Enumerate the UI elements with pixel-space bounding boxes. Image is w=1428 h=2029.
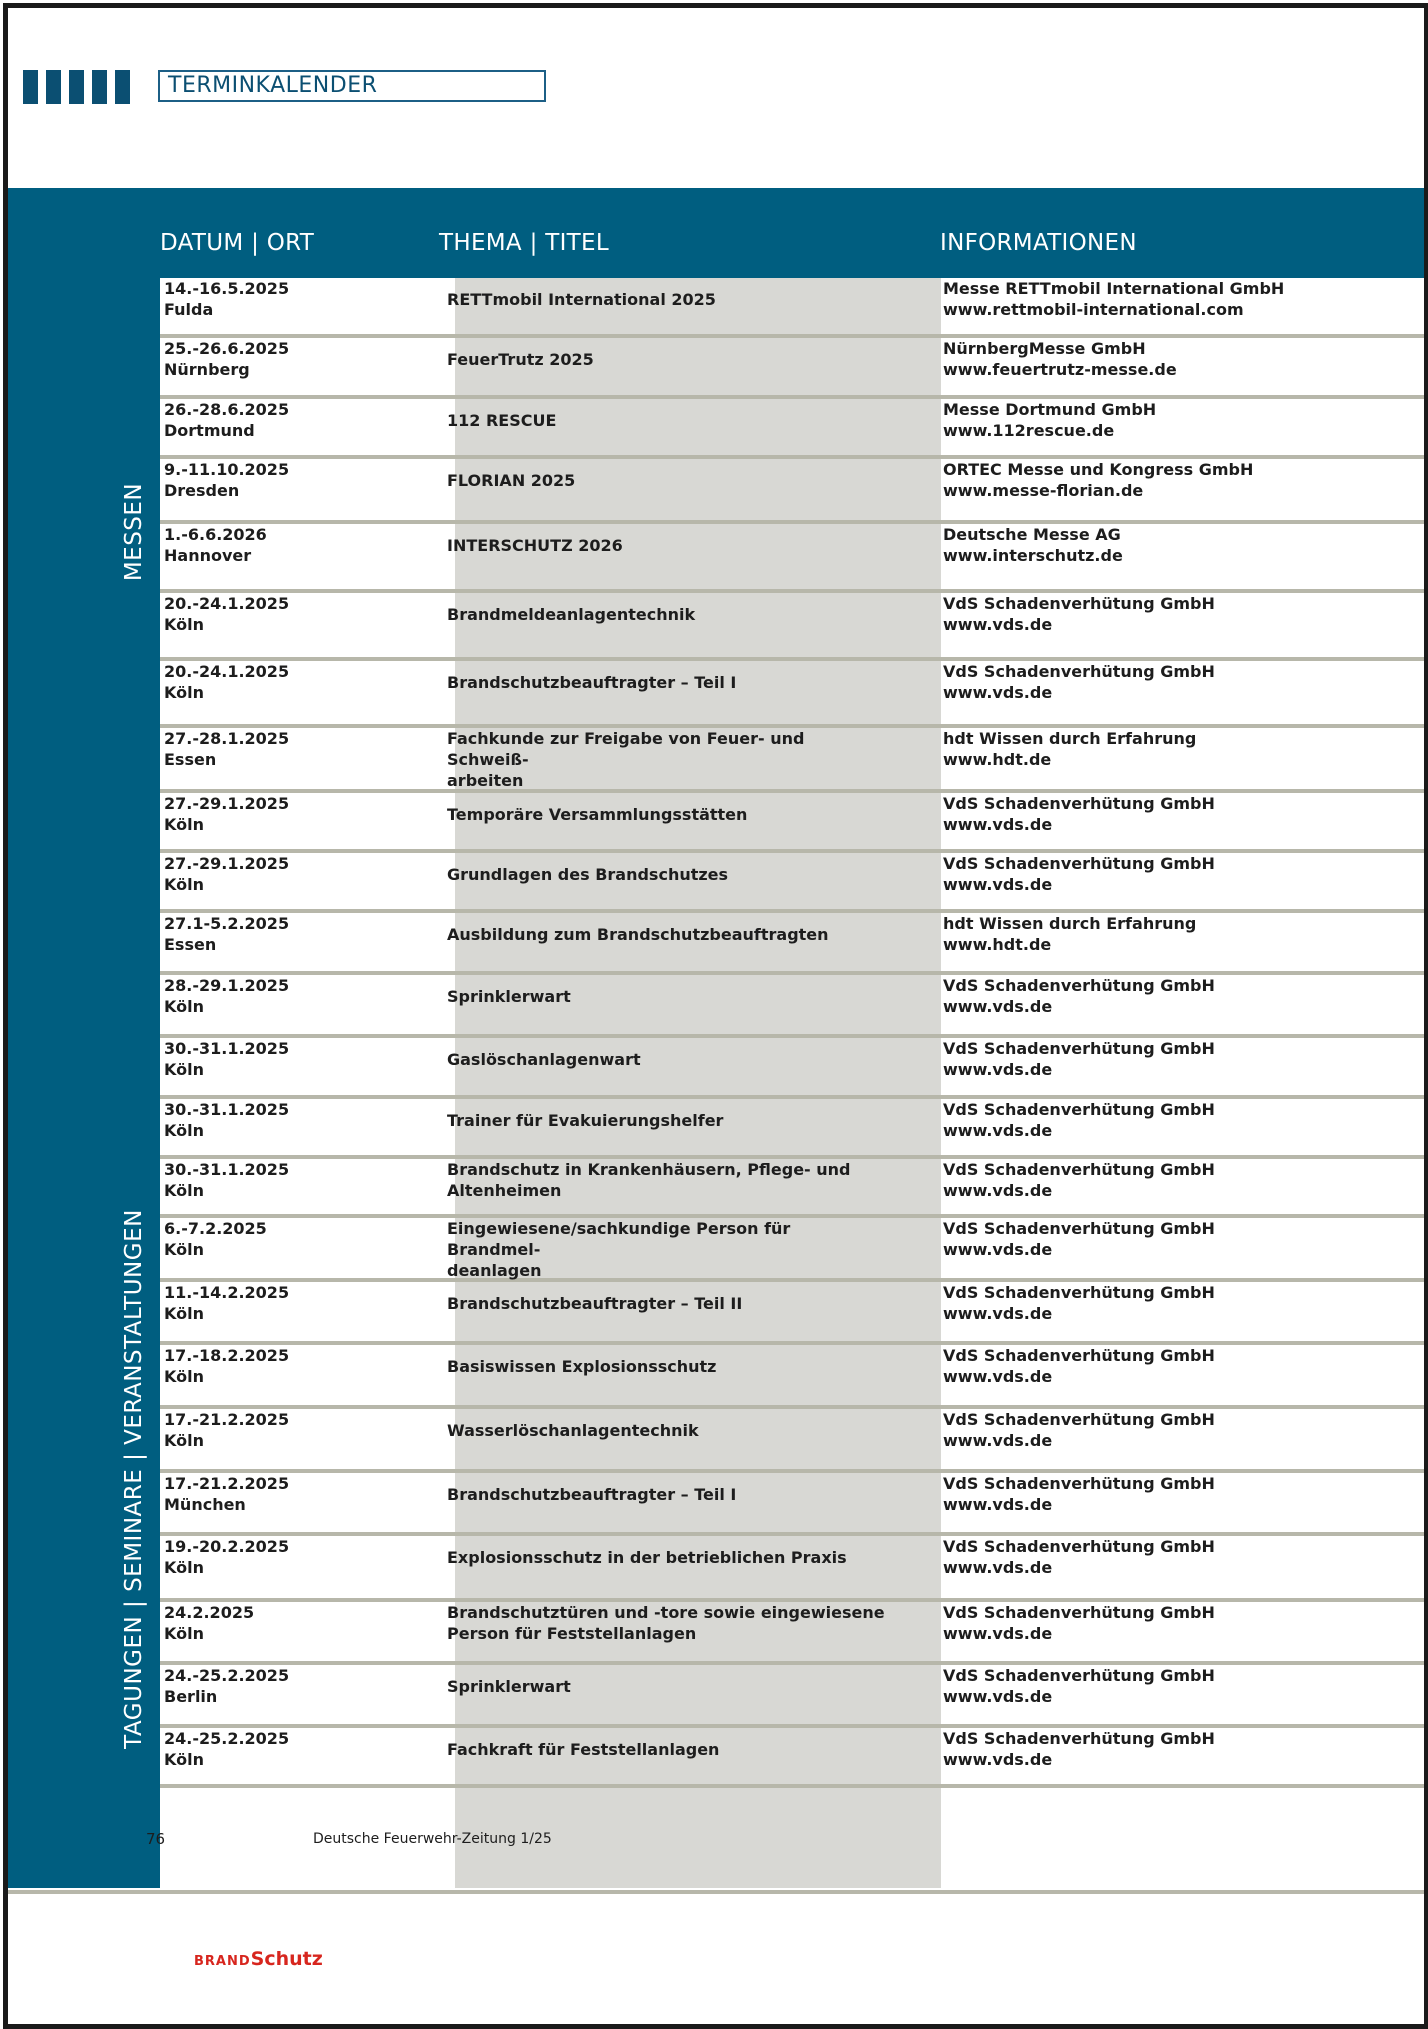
event-date: 24.2.2025 — [164, 1603, 255, 1622]
website-link[interactable]: www.vds.de — [943, 1304, 1053, 1323]
event-title-cell — [447, 1159, 887, 1201]
table-row — [160, 1602, 1424, 1665]
event-title-line: Fachkunde zur Freigabe von Feuer- und Schweiß- — [447, 729, 805, 769]
event-date: 1.-6.6.2026 — [164, 525, 267, 544]
website-link[interactable]: www.hdt.de — [943, 750, 1052, 769]
page — [8, 8, 1424, 2024]
event-title-line: Sprinklerwart — [447, 1677, 571, 1696]
website-link[interactable]: www.hdt.de — [943, 935, 1052, 954]
date-location-cell — [164, 278, 434, 320]
page-number: 76 — [146, 1830, 166, 1848]
event-date: 24.-25.2.2025 — [164, 1666, 290, 1685]
info-cell — [943, 1099, 1413, 1141]
logo-part-brand: BRAND — [194, 1954, 251, 1969]
website-link[interactable]: www.vds.de — [943, 1558, 1053, 1577]
date-location-cell — [164, 459, 434, 501]
website-link[interactable]: www.feuertrutz-messe.de — [943, 360, 1177, 379]
event-place: Dresden — [164, 481, 240, 500]
event-date: 27.1-5.2.2025 — [164, 914, 290, 933]
footer-rule — [8, 1890, 1424, 1894]
website-link[interactable]: www.vds.de — [943, 1240, 1053, 1259]
event-title-line: 112 RESCUE — [447, 411, 557, 430]
date-location-cell — [164, 661, 434, 703]
table-row — [160, 1473, 1424, 1536]
website-link[interactable]: www.vds.de — [943, 1431, 1053, 1450]
event-place: Köln — [164, 875, 204, 894]
event-title-line: Brandmeldeanlagentechnik — [447, 605, 696, 624]
event-date: 11.-14.2.2025 — [164, 1283, 290, 1302]
header-bar — [69, 70, 84, 104]
row-divider — [160, 1784, 1424, 1788]
event-title-line: Temporäre Versammlungsstätten — [447, 805, 748, 824]
event-date: 28.-29.1.2025 — [164, 976, 290, 995]
header-title-box — [158, 70, 546, 102]
date-location-cell — [164, 524, 434, 566]
date-location-cell — [164, 728, 434, 770]
event-date: 17.-21.2.2025 — [164, 1474, 290, 1493]
event-date: 30.-31.1.2025 — [164, 1160, 290, 1179]
table-row — [160, 661, 1424, 728]
date-location-cell — [164, 399, 434, 441]
event-title-line: Ausbildung zum Brandschutzbeauftragten — [447, 925, 829, 944]
event-title-cell — [447, 1484, 887, 1505]
column-header-date: DATUM | ORT — [160, 230, 315, 256]
website-link[interactable]: www.vds.de — [943, 815, 1053, 834]
event-place: Essen — [164, 935, 217, 954]
event-place: Hannover — [164, 546, 252, 565]
event-title-line: deanlagen — [447, 1261, 542, 1280]
website-link[interactable]: www.vds.de — [943, 615, 1053, 634]
event-title-line: Basiswissen Explosionsschutz — [447, 1357, 717, 1376]
event-title-line: FeuerTrutz 2025 — [447, 350, 594, 369]
date-location-cell — [164, 1728, 434, 1770]
event-place: Köln — [164, 1060, 204, 1079]
website-link[interactable]: www.vds.de — [943, 1121, 1053, 1140]
event-title-line: Person für Feststellanlagen — [447, 1624, 697, 1643]
event-place: Köln — [164, 615, 204, 634]
header-bars — [23, 70, 130, 104]
event-title-line: Wasserlöschanlagentechnik — [447, 1421, 699, 1440]
table-row — [160, 1345, 1424, 1409]
event-title-cell — [447, 924, 887, 945]
event-title-cell — [447, 1356, 887, 1377]
organizer: VdS Schadenverhütung GmbH — [943, 976, 1215, 995]
date-location-cell — [164, 1665, 434, 1707]
organizer: VdS Schadenverhütung GmbH — [943, 1160, 1215, 1179]
table-row — [160, 399, 1424, 459]
event-date: 14.-16.5.2025 — [164, 279, 290, 298]
date-location-cell — [164, 1409, 434, 1451]
date-location-cell — [164, 1602, 434, 1644]
side-label-messen: MESSEN — [121, 482, 147, 582]
event-title-line: Brandschutz in Krankenhäusern, Pflege- und — [447, 1160, 851, 1179]
event-title-cell — [447, 289, 887, 310]
date-location-cell — [164, 975, 434, 1017]
event-title-line: INTERSCHUTZ 2026 — [447, 536, 623, 555]
organizer: VdS Schadenverhütung GmbH — [943, 1039, 1215, 1058]
event-title-cell — [447, 1293, 887, 1314]
column-header-info: INFORMATIONEN — [940, 230, 1137, 256]
info-cell — [943, 1728, 1413, 1770]
table-row — [160, 1536, 1424, 1602]
event-title-cell — [447, 1420, 887, 1441]
header-bar — [115, 70, 130, 104]
event-place: Berlin — [164, 1687, 218, 1706]
event-place: Köln — [164, 1181, 204, 1200]
event-title-line: Grundlagen des Brandschutzes — [447, 865, 729, 884]
organizer: VdS Schadenverhütung GmbH — [943, 854, 1215, 873]
event-date: 30.-31.1.2025 — [164, 1039, 290, 1058]
event-title-cell — [447, 672, 887, 693]
table-row — [160, 459, 1424, 524]
table-row — [160, 913, 1424, 975]
table-row — [160, 853, 1424, 913]
table-row — [160, 793, 1424, 853]
event-date: 17.-21.2.2025 — [164, 1410, 290, 1429]
event-title-line: Eingewiesene/sachkundige Person für Brandmel- — [447, 1219, 791, 1259]
event-date: 30.-31.1.2025 — [164, 1100, 290, 1119]
table-row — [160, 975, 1424, 1038]
event-title-cell — [447, 1602, 887, 1644]
event-place: Dortmund — [164, 421, 255, 440]
event-date: 20.-24.1.2025 — [164, 594, 290, 613]
event-date: 9.-11.10.2025 — [164, 460, 290, 479]
event-place: Köln — [164, 1367, 204, 1386]
event-title-line: Fachkraft für Feststellanlagen — [447, 1740, 720, 1759]
event-title-cell — [447, 864, 887, 885]
event-date: 27.-29.1.2025 — [164, 794, 290, 813]
event-place: Köln — [164, 1304, 204, 1323]
event-title-cell — [447, 470, 887, 491]
event-title-line: Brandschutzbeauftragter – Teil I — [447, 673, 737, 692]
date-location-cell — [164, 1038, 434, 1080]
date-location-cell — [164, 593, 434, 635]
organizer: hdt Wissen durch Erfahrung — [943, 729, 1197, 748]
organizer: VdS Schadenverhütung GmbH — [943, 1219, 1215, 1238]
organizer: VdS Schadenverhütung GmbH — [943, 1603, 1215, 1622]
info-cell — [943, 278, 1413, 320]
website-link[interactable]: www.vds.de — [943, 1367, 1053, 1386]
table-row — [160, 1159, 1424, 1218]
website-link[interactable]: www.vds.de — [943, 1181, 1053, 1200]
website-link[interactable]: www.rettmobil-international.com — [943, 300, 1244, 319]
organizer: VdS Schadenverhütung GmbH — [943, 1729, 1215, 1748]
date-location-cell — [164, 338, 434, 380]
event-title-line: Sprinklerwart — [447, 987, 571, 1006]
organizer: Messe RETTmobil International GmbH — [943, 279, 1285, 298]
event-title-cell — [447, 804, 887, 825]
event-title-cell — [447, 410, 887, 431]
brandschutz-logo — [194, 1948, 323, 1970]
event-date: 17.-18.2.2025 — [164, 1346, 290, 1365]
event-date: 27.-28.1.2025 — [164, 729, 290, 748]
info-cell — [943, 338, 1413, 380]
page-title: TERMINKALENDER — [168, 73, 378, 98]
info-cell — [943, 1409, 1413, 1451]
info-cell — [943, 1473, 1413, 1515]
table-row — [160, 338, 1424, 399]
event-title-cell — [447, 1547, 887, 1568]
organizer: VdS Schadenverhütung GmbH — [943, 662, 1215, 681]
info-cell — [943, 661, 1413, 703]
logo-part-schutz: Schutz — [250, 1948, 323, 1970]
info-cell — [943, 1345, 1413, 1387]
column-header-topic: THEMA | TITEL — [439, 230, 609, 256]
website-link[interactable]: www.vds.de — [943, 1687, 1053, 1706]
event-title-cell — [447, 1218, 887, 1281]
website-link[interactable]: www.vds.de — [943, 1624, 1053, 1643]
event-place: Köln — [164, 1431, 204, 1450]
event-title-line: Brandschutzbeauftragter – Teil II — [447, 1294, 743, 1313]
event-title-line: Brandschutztüren und -tore sowie eingewiesene — [447, 1603, 885, 1622]
event-title-line: Brandschutzbeauftragter – Teil I — [447, 1485, 737, 1504]
info-cell — [943, 1159, 1413, 1201]
organizer: VdS Schadenverhütung GmbH — [943, 1410, 1215, 1429]
table-row — [160, 1728, 1424, 1788]
event-place: Essen — [164, 750, 217, 769]
publication-line: Deutsche Feuerwehr-Zeitung 1/25 — [313, 1831, 552, 1847]
website-link[interactable]: www.vds.de — [943, 683, 1053, 702]
organizer: VdS Schadenverhütung GmbH — [943, 1537, 1215, 1556]
event-title-cell — [447, 604, 887, 625]
date-location-cell — [164, 1473, 434, 1515]
event-date: 6.-7.2.2025 — [164, 1219, 267, 1238]
table-row — [160, 1218, 1424, 1282]
organizer: VdS Schadenverhütung GmbH — [943, 594, 1215, 613]
table-row — [160, 1099, 1424, 1159]
date-location-cell — [164, 1345, 434, 1387]
event-place: Köln — [164, 815, 204, 834]
organizer: VdS Schadenverhütung GmbH — [943, 1100, 1215, 1119]
organizer: VdS Schadenverhütung GmbH — [943, 794, 1215, 813]
date-location-cell — [164, 853, 434, 895]
table-row — [160, 593, 1424, 661]
event-place: München — [164, 1495, 246, 1514]
organizer: hdt Wissen durch Erfahrung — [943, 914, 1197, 933]
event-title-cell — [447, 1739, 887, 1760]
event-date: 20.-24.1.2025 — [164, 662, 290, 681]
organizer: NürnbergMesse GmbH — [943, 339, 1146, 358]
event-title-cell — [447, 1110, 887, 1131]
event-title-line: RETTmobil International 2025 — [447, 290, 716, 309]
event-title-cell — [447, 349, 887, 370]
event-place: Köln — [164, 1558, 204, 1577]
info-cell — [943, 524, 1413, 566]
info-cell — [943, 1218, 1413, 1260]
event-place: Köln — [164, 1121, 204, 1140]
event-place: Köln — [164, 683, 204, 702]
event-place: Nürnberg — [164, 360, 250, 379]
side-label-tagungen: TAGUNGEN | SEMINARE | VERANSTALTUNGEN — [121, 1209, 147, 1749]
organizer: VdS Schadenverhütung GmbH — [943, 1283, 1215, 1302]
date-location-cell — [164, 1218, 434, 1260]
info-cell — [943, 399, 1413, 441]
info-cell — [943, 1038, 1413, 1080]
organizer: Deutsche Messe AG — [943, 525, 1121, 544]
info-cell — [943, 853, 1413, 895]
event-title-cell — [447, 1676, 887, 1697]
header-bar — [92, 70, 107, 104]
website-link[interactable]: www.vds.de — [943, 997, 1053, 1016]
table-row — [160, 278, 1424, 338]
info-cell — [943, 1282, 1413, 1324]
table-row — [160, 524, 1424, 593]
organizer: Messe Dortmund GmbH — [943, 400, 1157, 419]
event-title-line: arbeiten — [447, 771, 524, 790]
website-link[interactable]: www.messe-florian.de — [943, 481, 1144, 500]
table-row — [160, 1282, 1424, 1345]
website-link[interactable]: www.112rescue.de — [943, 421, 1115, 440]
date-location-cell — [164, 1159, 434, 1201]
date-location-cell — [164, 913, 434, 955]
website-link[interactable]: www.vds.de — [943, 1495, 1053, 1514]
event-title-cell — [447, 728, 887, 791]
organizer: VdS Schadenverhütung GmbH — [943, 1346, 1215, 1365]
website-link[interactable]: www.vds.de — [943, 1750, 1053, 1769]
event-title-line: FLORIAN 2025 — [447, 471, 576, 490]
event-date: 24.-25.2.2025 — [164, 1729, 290, 1748]
info-cell — [943, 728, 1413, 770]
info-cell — [943, 793, 1413, 835]
info-cell — [943, 1665, 1413, 1707]
website-link[interactable]: www.vds.de — [943, 1060, 1053, 1079]
event-date: 26.-28.6.2025 — [164, 400, 290, 419]
info-cell — [943, 459, 1413, 501]
organizer: VdS Schadenverhütung GmbH — [943, 1474, 1215, 1493]
event-place: Fulda — [164, 300, 214, 319]
info-cell — [943, 593, 1413, 635]
event-title-line: Explosionsschutz in der betrieblichen Praxis — [447, 1548, 847, 1567]
event-place: Köln — [164, 1624, 204, 1643]
event-date: 25.-26.6.2025 — [164, 339, 290, 358]
info-cell — [943, 1536, 1413, 1578]
event-place: Köln — [164, 1750, 204, 1769]
table-row — [160, 1409, 1424, 1473]
info-cell — [943, 975, 1413, 1017]
event-place: Köln — [164, 1240, 204, 1259]
event-title-line: Gaslöschanlagenwart — [447, 1050, 641, 1069]
event-title-cell — [447, 1049, 887, 1070]
event-date: 19.-20.2.2025 — [164, 1537, 290, 1556]
event-title-cell — [447, 535, 887, 556]
date-location-cell — [164, 1099, 434, 1141]
date-location-cell — [164, 1282, 434, 1324]
event-title-cell — [447, 986, 887, 1007]
date-location-cell — [164, 793, 434, 835]
website-link[interactable]: www.vds.de — [943, 875, 1053, 894]
event-place: Köln — [164, 997, 204, 1016]
date-location-cell — [164, 1536, 434, 1578]
event-title-line: Trainer für Evakuierungshelfer — [447, 1111, 724, 1130]
table-row — [160, 1038, 1424, 1099]
info-cell — [943, 913, 1413, 955]
table-row — [160, 728, 1424, 793]
organizer: VdS Schadenverhütung GmbH — [943, 1666, 1215, 1685]
organizer: ORTEC Messe und Kongress GmbH — [943, 460, 1254, 479]
header-bar — [23, 70, 38, 104]
info-cell — [943, 1602, 1413, 1644]
event-title-line: Altenheimen — [447, 1181, 562, 1200]
table-row — [160, 1665, 1424, 1728]
header-bar — [46, 70, 61, 104]
event-date: 27.-29.1.2025 — [164, 854, 290, 873]
website-link[interactable]: www.interschutz.de — [943, 546, 1123, 565]
